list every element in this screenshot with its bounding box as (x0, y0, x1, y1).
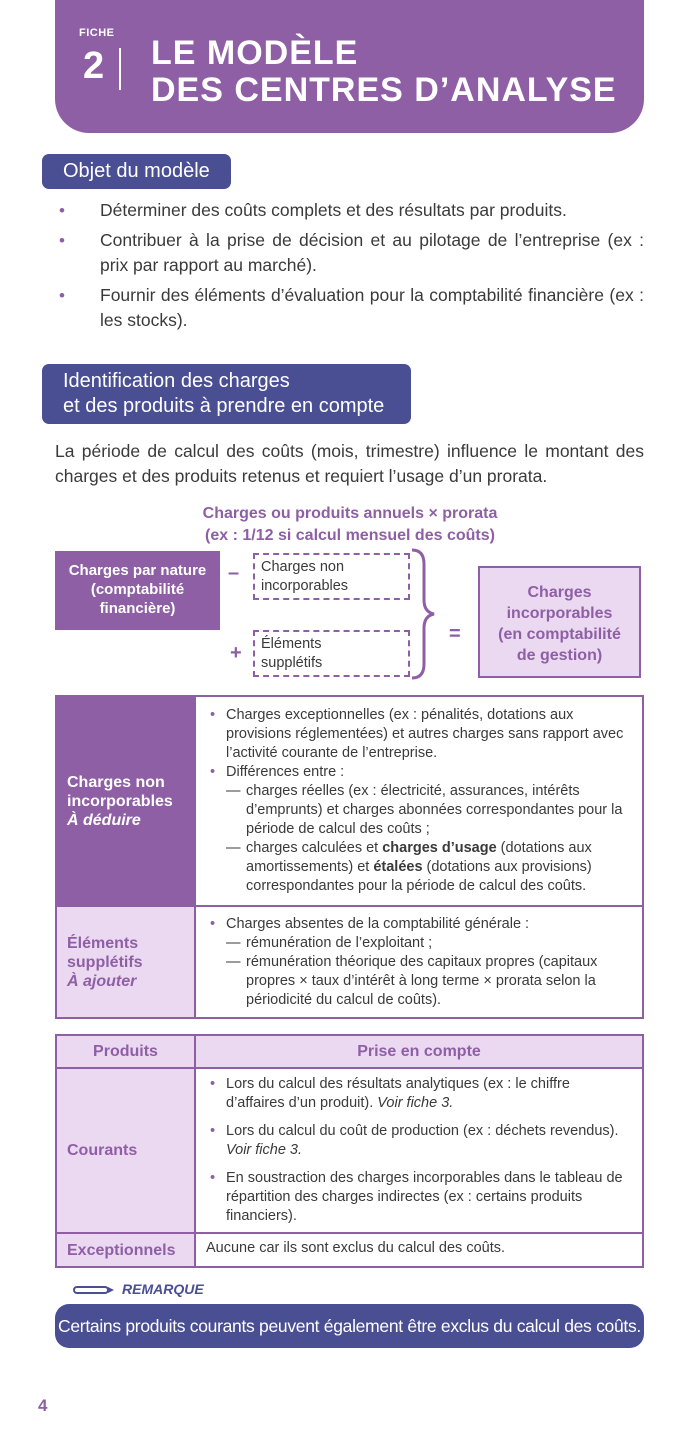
charges-table (55, 695, 644, 1019)
sub-item (226, 934, 632, 953)
dash-mark: — (226, 840, 241, 856)
sub-item-text: charges calculées et (246, 840, 383, 856)
column-header-produits: Produits (56, 1035, 195, 1068)
column-header-prise-en-compte: Prise en compte (195, 1035, 643, 1068)
objet-bullet-1: • Déterminer des coûts complets et des résultats par produits. (55, 198, 644, 223)
table-row (56, 906, 643, 1018)
equals-sign: = (449, 623, 461, 645)
remarque-label: REMARQUE (122, 1281, 204, 1297)
fiche-reference: Voir fiche 3. (377, 1095, 454, 1111)
title-line-2: DES CENTRES D’ANALYSE (151, 71, 617, 109)
row-head-line-2: incorporables (67, 792, 173, 810)
left-box-line-1: Charges par nature (68, 562, 207, 579)
sub-item-text: charges réelles (ex : électricité, assurances, intérêts d’emprunts) et charges abonnées correspondantes pour la période de calcul des coûts ; (246, 783, 623, 837)
formula-line-2: (ex : 1/12 si calcul mensuel des coûts) (205, 527, 495, 544)
page-header (55, 0, 644, 133)
plus-box-line-2: supplétifs (261, 655, 323, 671)
charges-non-incorporables-header (56, 696, 195, 906)
fiche-label: FICHE (79, 27, 115, 39)
objet-bullet-2: • Contribuer à la prise de décision et au pilotage de l’entreprise (ex : prix par rapport au marché). (55, 228, 644, 278)
list-item-text: Charges absentes de la comptabilité générale : (226, 915, 530, 932)
sub-item (226, 782, 632, 839)
fiche-separator (119, 48, 121, 90)
exceptionnels-content: Aucune car ils sont exclus du calcul des coûts. (195, 1233, 643, 1267)
fiche-reference: Voir fiche 3. (226, 1142, 303, 1158)
dash-mark: — (226, 934, 241, 951)
plus-box-line-1: Éléments (261, 636, 322, 652)
produits-table (55, 1034, 644, 1268)
sub-item-text: rémunération théorique des capitaux propres (capitaux propres × taux d’intérêt à long terme × prorata selon la périodicité du calcul de coûts). (246, 953, 598, 1008)
exceptionnels-header: Exceptionnels (56, 1233, 195, 1267)
plus-sign: + (230, 642, 242, 664)
minus-box-line-1: Charges non (261, 559, 345, 575)
charges-incorporables-box (478, 566, 641, 678)
section-identification-line-1: Identification des charges (63, 370, 290, 392)
row-head-line-1: Charges non (67, 773, 165, 791)
table-header-row (56, 1035, 643, 1068)
courants-header: Courants (56, 1068, 195, 1233)
section-intro-text: La période de calcul des coûts (mois, trimestre) influence le montant des charges et des produits retenus et requiert l’usage d’un prorata. (55, 441, 644, 486)
elements-suppletifs-header (56, 906, 195, 1018)
differences-label: Différences entre : (226, 764, 345, 780)
title-line-1: LE MODÈLE (151, 34, 359, 72)
sub-item (226, 839, 632, 896)
sub-item-text: (dotations aux provisions) correspondantes pour la période de calcul des coûts. (246, 859, 592, 894)
section-objet-title: Objet du modèle (42, 154, 231, 189)
page-title (151, 35, 617, 109)
right-box-line-4: de gestion) (516, 647, 603, 664)
row-head-line-2: supplétifs (67, 953, 143, 971)
dash-mark: — (226, 783, 241, 799)
section-identification-title (42, 364, 411, 424)
list-item (206, 1075, 632, 1113)
elements-suppletifs-content (195, 906, 643, 1018)
table-row (56, 696, 643, 906)
charges-non-incorporables-box (253, 553, 410, 600)
minus-box-line-2: incorporables (261, 578, 349, 594)
sub-item-text: (dotations aux amortissements) et (246, 840, 592, 875)
right-box-line-2: incorporables (506, 605, 613, 622)
bold-term: étalées (373, 859, 423, 875)
minus-sign: – (228, 562, 240, 584)
pencil-icon (73, 1285, 115, 1295)
bold-term: charges d’usage (382, 840, 497, 856)
list-item-text: Lors du calcul du coût de production (ex : déchets revendus). (226, 1123, 619, 1139)
fiche-number: 2 (83, 45, 105, 87)
list-item (206, 1122, 632, 1160)
objet-bullet-list (55, 198, 644, 338)
courants-content (195, 1068, 643, 1233)
curly-brace-icon (410, 548, 440, 680)
charges-par-nature-box (55, 551, 220, 630)
formula-line-1: Charges ou produits annuels × prorata (202, 505, 498, 522)
list-item-text: Lors du calcul des résultats analytiques (ex : le chiffre d’affaires d’un produit). (226, 1076, 570, 1111)
objet-bullet-3: • Fournir des éléments d’évaluation pour la comptabilité financière (ex : les stocks). (55, 283, 644, 333)
right-box-line-3: (en comptabilité (498, 626, 621, 643)
sub-item-text: rémunération de l’exploitant ; (246, 934, 433, 951)
list-item: • Charges exceptionnelles (ex : pénalités, dotations aux provisions réglementées) et autres charges sans rapport avec l’activité courante de l’entreprise. (206, 706, 632, 763)
table-row (56, 1233, 643, 1267)
list-item (206, 915, 632, 1010)
charges-non-incorporables-content (195, 696, 643, 906)
prorata-formula (150, 503, 550, 547)
section-identification-line-2: et des produits à prendre en compte (63, 395, 385, 417)
row-head-action: À déduire (67, 811, 141, 829)
row-head-line-1: Éléments (67, 934, 139, 952)
right-box-line-1: Charges (527, 584, 592, 601)
elements-suppletifs-box (253, 630, 410, 677)
left-box-line-3: financière) (99, 600, 176, 617)
remark-box: Certains produits courants peuvent également être exclus du calcul des coûts. (55, 1304, 644, 1348)
page-number: 4 (38, 1396, 48, 1415)
left-box-line-2: (comptabilité (90, 581, 185, 598)
sub-item (226, 953, 632, 1010)
table-row (56, 1068, 643, 1233)
dash-mark: — (226, 953, 241, 970)
list-item (206, 763, 632, 896)
list-item: • En soustraction des charges incorporables dans le tableau de répartition des charges indirectes (ex : certains produits financiers). (206, 1169, 632, 1226)
row-head-action: À ajouter (67, 972, 137, 990)
